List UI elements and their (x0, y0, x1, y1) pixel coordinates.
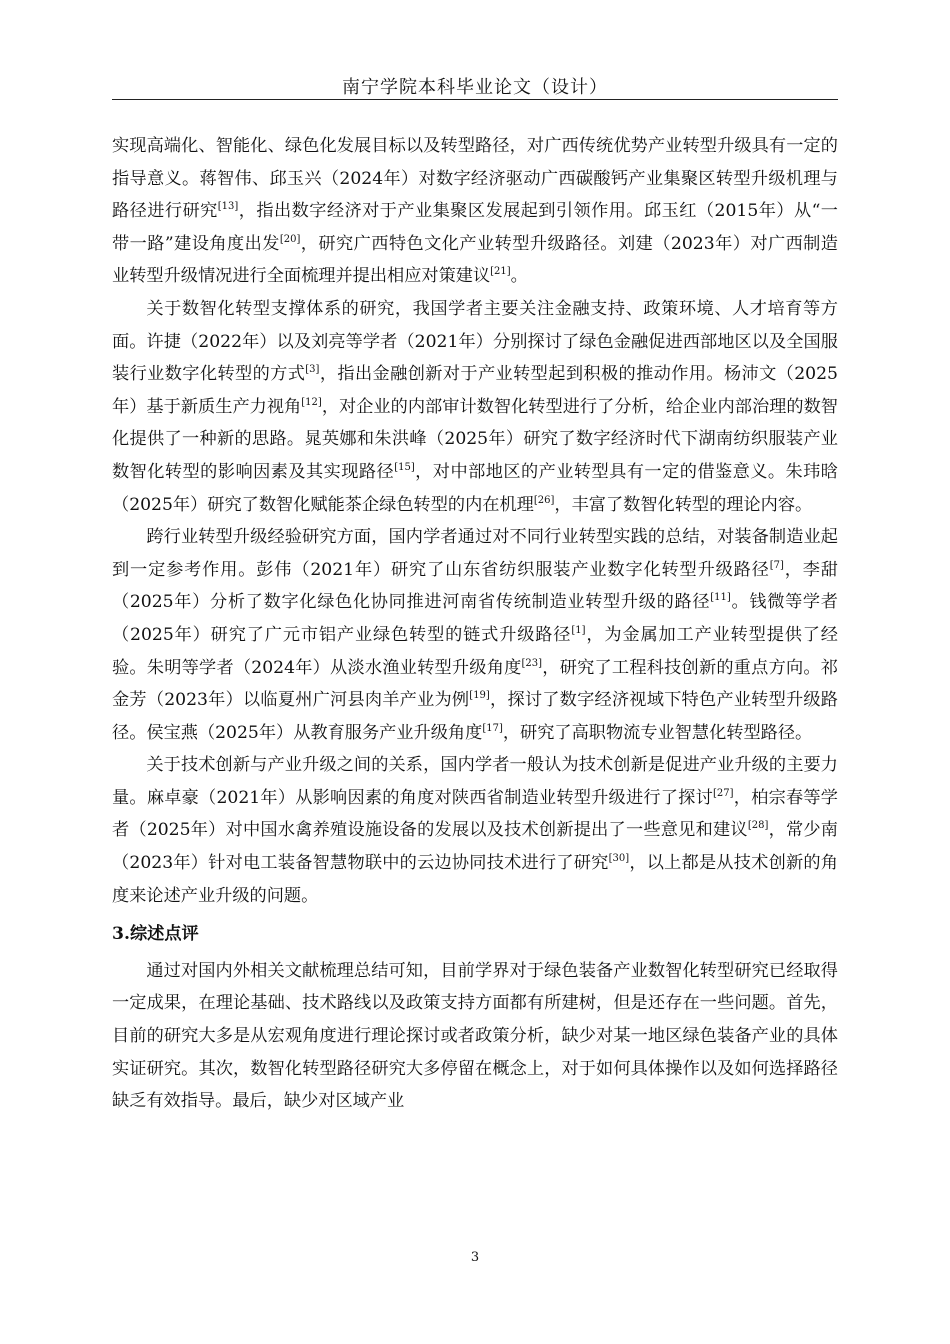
body-paragraph (112, 293, 838, 521)
citation-ref: [11] (710, 592, 731, 604)
paragraph-text: ，指出数字经济对于产业集聚区发展起到引领作用。邱玉红（2015年）从“一带一路”建设角度出发 (112, 201, 838, 254)
citation-ref: [19] (469, 690, 490, 702)
paragraph-text: ，对中部地区的产业转型具有一定的借鉴意义。朱玮晗（2025年）研究了数智化赋能茶企绿色转型的内在机理 (112, 461, 838, 515)
paragraph-text: 跨行业转型升级经验研究方面，国内学者通过对不同行业转型实践的总结，对装备制造业起到一定参考作用。彭伟（2021年）研究了山东省纺织服装产业数字化转型升级路径 (112, 527, 838, 580)
paragraph-text: ，对企业的内部审计数智化转型进行了分析，给企业内部治理的数智化提供了一种新的思路。晁英娜和朱洪峰（2025年）研究了数字经济时代下湖南纺织服装产业数智化转型的影响因素及其实现路径 (112, 396, 838, 482)
paragraph-text: ，指出金融创新对于产业转型起到积极的推动作用。杨沛文（2025年）基于新质生产力视角 (112, 364, 838, 417)
body-paragraph (112, 130, 838, 293)
paragraph-text: 。钱微等学者（2025年）研究了广元市铝产业绿色转型的链式升级路径 (112, 592, 838, 645)
citation-ref: [13] (217, 201, 239, 213)
citation-ref: [12] (301, 396, 322, 408)
citation-ref: [21] (490, 266, 511, 278)
paragraph-text: ，为金属加工产业转型提供了经验。朱明等学者（2024年）从淡水渔业转型升级角度 (112, 624, 838, 678)
paragraph-text: ，研究广西特色文化产业转型升级路径。刘建（2023年）对广西制造业转型升级情况进行全面梳理并提出相应对策建议 (112, 233, 838, 287)
paragraph-text: ，研究了工程科技创新的重点方向。祁金芳（2023年）以临夏州广河县肉羊产业为例 (112, 657, 838, 711)
body-paragraph (112, 521, 838, 749)
paragraph-text: ，常少南（2023年）针对电工装备智慧物联中的云边协同技术进行了研究 (112, 820, 838, 874)
citation-ref: [28] (747, 820, 769, 832)
citation-ref: [3] (305, 364, 320, 376)
paragraph-text: ，李甜（2025年）分析了数字化绿色化协同推进河南省传统制造业转型升级的路径 (112, 559, 838, 613)
citation-ref: [1] (571, 624, 586, 636)
citation-ref: [26] (533, 494, 555, 506)
paragraph-text: ，丰富了数智化转型的理论内容。 (554, 494, 813, 515)
thesis-header-title: 南宁学院本科毕业论文（设计） (342, 77, 608, 98)
section-heading: 3.综述点评 (112, 924, 199, 945)
body-paragraph (112, 749, 838, 912)
paragraph-text: 实现高端化、智能化、绿色化发展目标以及转型路径，对广西传统优势产业转型升级具有一定的指导意义。蒋智伟、邱玉兴（2024年）对数字经济驱动广西碳酸钙产业集聚区转型升级机理与路径进行研究 (112, 136, 838, 222)
page-body (112, 130, 838, 1118)
paragraph-text: 关于数智化转型支撑体系的研究，我国学者主要关注金融支持、政策环境、人才培育等方面。许捷（2022年）以及刘亮等学者（2021年）分别探讨了绿色金融促进西部地区以及全国服装行业数字化转型的方式 (112, 298, 838, 385)
paragraph-text: ，研究了高职物流专业智慧化转型路径。 (502, 722, 813, 743)
citation-ref: [15] (394, 461, 415, 473)
page-number: 3 (470, 1250, 480, 1265)
citation-ref: [23] (521, 657, 543, 669)
citation-ref: [17] (482, 722, 503, 734)
paragraph-text: ，柏宗春等学者（2025年）对中国水禽养殖设施设备的发展以及技术创新提出了一些意见和建议 (112, 787, 838, 841)
citation-ref: [27] (713, 787, 734, 799)
citation-ref: [20] (279, 233, 301, 245)
citation-ref: [30] (608, 853, 630, 865)
paragraph-text: 。 (510, 266, 528, 287)
paragraph-text: ，探讨了数字经济视域下特色产业转型升级路径。侯宝燕（2025年）从教育服务产业升级角度 (112, 690, 838, 743)
citation-ref: [7] (769, 559, 784, 571)
section-paragraph: 通过对国内外相关文献梳理总结可知，目前学界对于绿色装备产业数智化转型研究已经取得一定成果，在理论基础、技术路线以及政策支持方面都有所建树，但是还存在一些问题。首先，目前的研究大多是从宏观角度进行理论探讨或者政策分析，缺少对某一地区绿色装备产业的具体实证研究。其次，数智化转型路径研究大多停留在概念上，对于如何具体操作以及如何选择路径缺乏有效指导。最后，缺少对区域产业 (112, 960, 838, 1112)
paragraph-text: 关于技术创新与产业升级之间的关系，国内学者一般认为技术创新是促进产业升级的主要力量。麻卓豪（2021年）从影响因素的角度对陕西省制造业转型升级进行了探讨 (112, 755, 838, 808)
paragraph-text: ，以上都是从技术创新的角度来论述产业升级的问题。 (112, 853, 838, 906)
header-divider (112, 99, 838, 100)
